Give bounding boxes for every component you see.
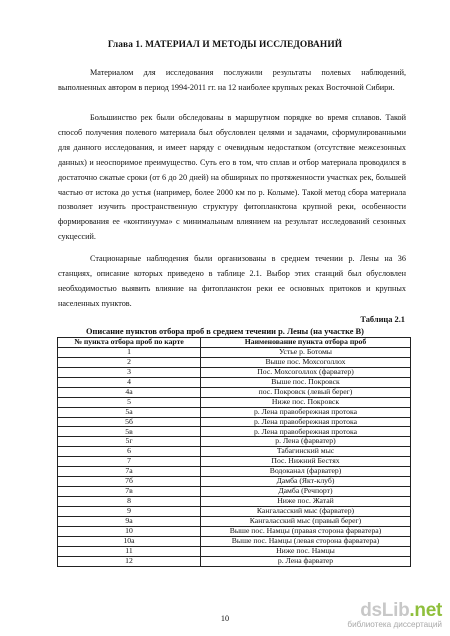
- cell-point-name: Пос. Мохсоголлох (фарватер): [201, 367, 411, 377]
- table-row: [58, 516, 411, 526]
- cell-point-number: 5: [58, 397, 201, 407]
- table-header-number: № пункта отбора проб по карте: [58, 338, 201, 348]
- cell-point-number: 3: [58, 367, 201, 377]
- table-row: [58, 377, 411, 387]
- cell-point-name: р. Лена правобережная протока: [201, 427, 411, 437]
- table-header-row: [58, 338, 411, 348]
- cell-point-number: 9: [58, 506, 201, 516]
- cell-point-number: 10: [58, 526, 201, 536]
- cell-point-number: 12: [58, 556, 201, 566]
- cell-point-number: 5г: [58, 437, 201, 447]
- cell-point-name: Выше пос. Намцы (левая сторона фарватера): [201, 536, 411, 546]
- table-caption: Описание пунктов отбора проб в среднем течении р. Лены (на участке В): [86, 327, 364, 336]
- cell-point-number: 2: [58, 357, 201, 367]
- table-row: [58, 417, 411, 427]
- table-row: [58, 467, 411, 477]
- cell-point-number: 7в: [58, 487, 201, 497]
- cell-point-name: Табагинский мыс: [201, 447, 411, 457]
- table-row: [58, 427, 411, 437]
- watermark: [347, 602, 442, 630]
- cell-point-name: Дамба (Речпорт): [201, 487, 411, 497]
- cell-point-number: 8: [58, 497, 201, 507]
- watermark-subtitle: библиотека диссертаций: [347, 620, 442, 629]
- cell-point-name: р. Лена (фарватер): [201, 437, 411, 447]
- cell-point-name: пос. Покровск (левый берег): [201, 387, 411, 397]
- paragraph-1-text: Материалом для исследования послужили результаты полевых наблюдений, выполненных автором в период 1994-2011 гг. на 12 наиболее крупных реках Восточной Сибири.: [58, 68, 406, 92]
- cell-point-number: 1: [58, 347, 201, 357]
- table-row: [58, 546, 411, 556]
- chapter-heading: Глава 1. МАТЕРИАЛ И МЕТОДЫ ИССЛЕДОВАНИЙ: [107, 40, 343, 50]
- cell-point-name: р. Лена правобережная протока: [201, 417, 411, 427]
- cell-point-number: 9а: [58, 516, 201, 526]
- cell-point-name: Устье р. Ботомы: [201, 347, 411, 357]
- cell-point-name: Ниже пос. Жатай: [201, 497, 411, 507]
- paragraph-2: [58, 111, 406, 245]
- table-number: Таблица 2.1: [360, 315, 405, 324]
- cell-point-number: 5б: [58, 417, 201, 427]
- table-row: [58, 367, 411, 377]
- cell-point-name: Выше пос. Намцы (правая сторона фарватера): [201, 526, 411, 536]
- cell-point-number: 4: [58, 377, 201, 387]
- table-row: [58, 447, 411, 457]
- cell-point-name: Выше пос. Покровск: [201, 377, 411, 387]
- cell-point-number: 10а: [58, 536, 201, 546]
- cell-point-name: Кангаласский мыс (фарватер): [201, 506, 411, 516]
- cell-point-number: 7б: [58, 477, 201, 487]
- cell-point-name: р. Лена фарватер: [201, 556, 411, 566]
- cell-point-name: Дамба (Якт-клуб): [201, 477, 411, 487]
- cell-point-number: 6: [58, 447, 201, 457]
- cell-point-number: 7: [58, 457, 201, 467]
- cell-point-name: Водоканал (фарватер): [201, 467, 411, 477]
- watermark-logo-tld: .net: [409, 600, 442, 621]
- table-row: [58, 397, 411, 407]
- cell-point-name: Выше пос. Мохсоголлох: [201, 357, 411, 367]
- paragraph-2-text: Большинство рек были обследованы в маршрутном порядке во время сплавов. Такой способ получения полевого материала был обусловлен целями и задачами, сформулированными для данного исследования, и имеет наряду с очевидным недостатком (отсутствие межсезонных данных) и неоспоримое преимущество. Суть его в том, что сплав и отбор материала проводился в достаточно сжатые сроки (от 6 до 20 дней) на обширных по протяженности участках рек, большей частью от истока до устья (например, более 2000 км по р. Колыме). Такой метод сбора материала позволяет изучить пространственную структуру фитопланктона крупной реки, особенности формирования ее «континуума» с минимальным влиянием на результат исследований сезонных сукцессий.: [58, 113, 406, 242]
- cell-point-name: Пос. Нижний Бестях: [201, 457, 411, 467]
- paragraph-3-text: Стационарные наблюдения были организованы в среднем течении р. Лены на 36 станциях, описание которых приведено в таблице 2.1. Выбор этих станций был обусловлен необходимостью выявить влияние на фитопланктон реки ее основных притоков и крупных населенных пунктов.: [58, 254, 406, 308]
- cell-point-name: Ниже пос. Намцы: [201, 546, 411, 556]
- table-row: [58, 506, 411, 516]
- table-row: [58, 536, 411, 546]
- cell-point-number: 4а: [58, 387, 201, 397]
- cell-point-name: Ниже пос. Покровск: [201, 397, 411, 407]
- table-row: [58, 497, 411, 507]
- table-row: [58, 556, 411, 566]
- paragraph-1: [58, 66, 406, 96]
- cell-point-number: 7а: [58, 467, 201, 477]
- table-header-name: Наименование пункта отбора проб: [201, 338, 411, 348]
- table-row: [58, 487, 411, 497]
- cell-point-number: 5в: [58, 427, 201, 437]
- cell-point-name: Кангаласский мыс (правый берег): [201, 516, 411, 526]
- table-row: [58, 407, 411, 417]
- table-row: [58, 357, 411, 367]
- table-row: [58, 347, 411, 357]
- watermark-logo-main: dsLib: [360, 600, 410, 621]
- cell-point-number: 11: [58, 546, 201, 556]
- table-row: [58, 526, 411, 536]
- paragraph-3: [58, 252, 406, 312]
- page-number: 10: [220, 614, 230, 623]
- table-row: [58, 437, 411, 447]
- cell-point-name: р. Лена правобережная протока: [201, 407, 411, 417]
- table-row: [58, 477, 411, 487]
- table-row: [58, 387, 411, 397]
- cell-point-number: 5а: [58, 407, 201, 417]
- table-row: [58, 457, 411, 467]
- sampling-points-table: [57, 337, 411, 567]
- watermark-logo: [347, 602, 442, 620]
